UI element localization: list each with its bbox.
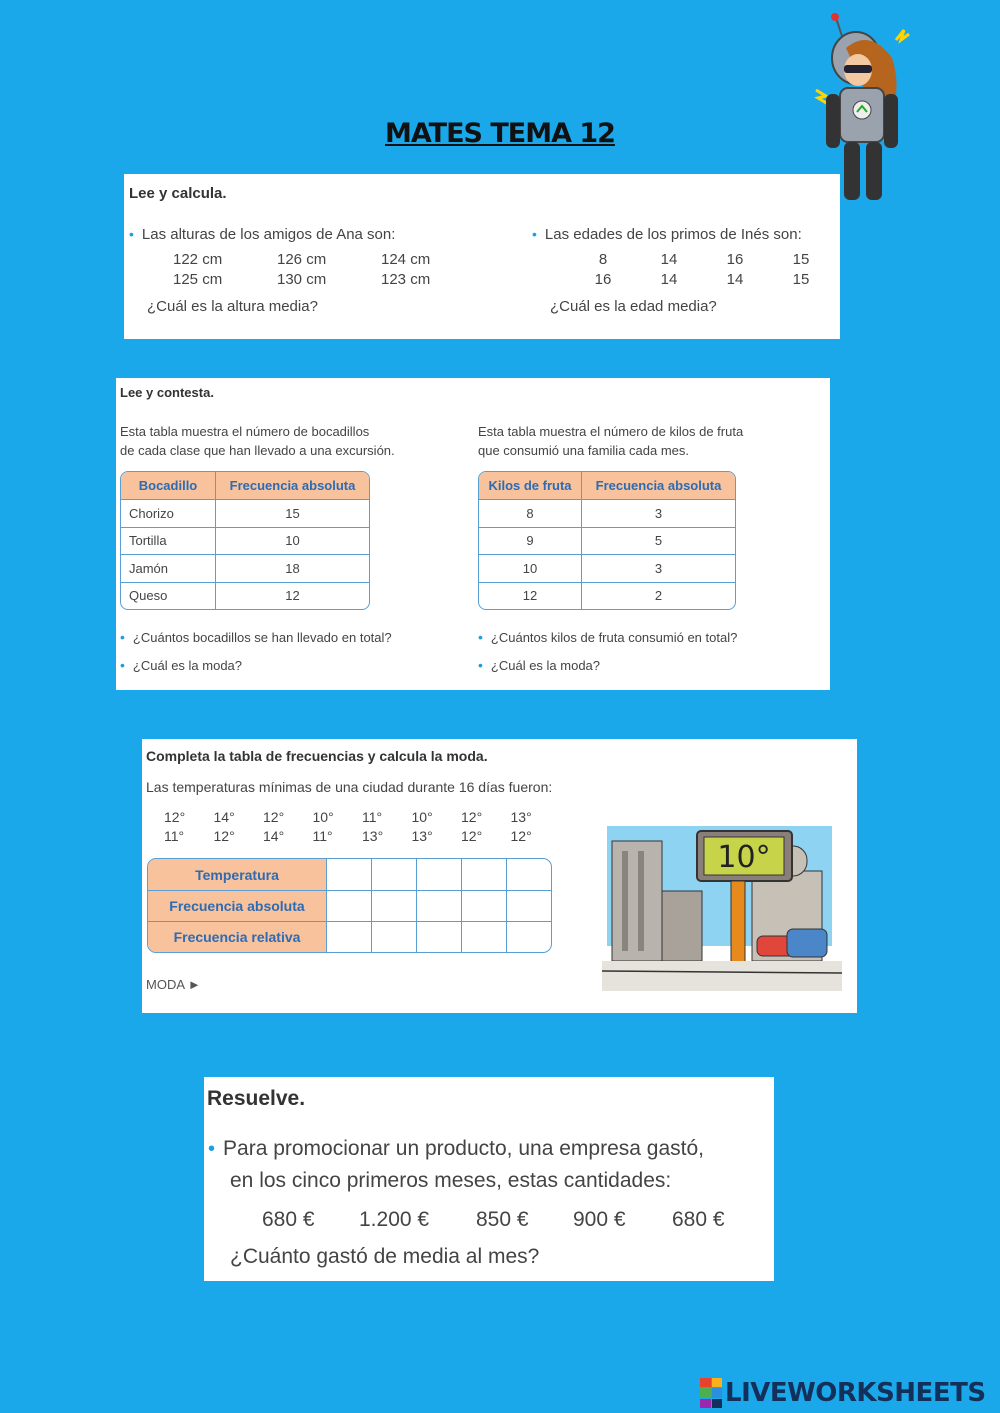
answer-cell[interactable] <box>461 890 506 921</box>
height-value: 125 cm <box>173 271 223 288</box>
height-value: 130 cm <box>277 271 327 288</box>
answer-cell[interactable] <box>326 921 371 952</box>
temperature-frequency-table <box>147 858 552 953</box>
table-cell: 5 <box>582 527 735 555</box>
answer-cell[interactable] <box>371 859 416 890</box>
exercise-2-heading: Lee y contesta. <box>120 385 214 400</box>
amount-value: 680 € <box>262 1208 315 1231</box>
fruit-desc-line: que consumió una familia cada mes. <box>478 443 690 458</box>
answer-cell[interactable] <box>416 859 461 890</box>
row-header-relative-frequency: Frecuencia relativa <box>148 921 326 952</box>
sandwich-frequency-table <box>120 471 370 610</box>
exercise-1-card <box>124 174 840 339</box>
height-value: 123 cm <box>381 271 431 288</box>
temperature-value: 13° <box>362 828 384 844</box>
answer-cell[interactable] <box>371 921 416 952</box>
table-header: Bocadillo <box>121 472 216 499</box>
bullet-icon: • <box>120 629 125 645</box>
table-row <box>148 921 551 952</box>
age-value: 16 <box>726 251 744 268</box>
sandwich-desc-line: Esta tabla muestra el número de bocadillos <box>120 424 370 439</box>
temperature-value: 12° <box>263 809 285 825</box>
table-cell: 12 <box>479 582 582 610</box>
sandwich-desc-line: de cada clase que han llevado a una excursión. <box>120 443 395 458</box>
table-cell: 10 <box>216 527 369 555</box>
temperature-value: 10° <box>411 809 433 825</box>
age-value: 8 <box>598 251 608 268</box>
row-header-absolute-frequency: Frecuencia absoluta <box>148 890 326 921</box>
fruit-question-total: ¿Cuántos kilos de fruta consumió en total? <box>490 630 738 645</box>
age-value: 15 <box>792 271 810 288</box>
exercise-4-card <box>204 1077 774 1281</box>
ages-intro: Las edades de los primos de Inés son: <box>544 226 802 243</box>
age-value: 15 <box>792 251 810 268</box>
answer-cell[interactable] <box>461 859 506 890</box>
fruit-question-mode: ¿Cuál es la moda? <box>490 658 601 673</box>
temperature-value: 13° <box>411 828 433 844</box>
fruit-desc-line: Esta tabla muestra el número de kilos de fruta <box>478 424 744 439</box>
answer-cell[interactable] <box>416 921 461 952</box>
table-cell: Chorizo <box>121 499 216 527</box>
heights-values <box>173 251 469 288</box>
bullet-icon: • <box>478 629 483 645</box>
amount-value: 680 € <box>672 1208 725 1231</box>
table-row <box>121 554 369 582</box>
bullet-icon: • <box>478 657 483 673</box>
brand-name: LIVEWORKSHEETS <box>725 1378 986 1408</box>
height-value: 122 cm <box>173 251 223 268</box>
sandwich-question-mode: ¿Cuál es la moda? <box>132 658 243 673</box>
table-row <box>479 527 735 555</box>
table-cell: Jamón <box>121 554 216 582</box>
exercise-3-card <box>142 739 857 1013</box>
row-header-temperature: Temperatura <box>148 859 326 890</box>
table-header: Frecuencia absoluta <box>216 472 369 499</box>
temperature-value: 11° <box>312 828 333 844</box>
heights-intro: Las alturas de los amigos de Ana son: <box>141 226 396 243</box>
heights-question: ¿Cuál es la altura media? <box>147 298 318 315</box>
table-cell: Tortilla <box>121 527 216 555</box>
temperature-value: 12° <box>461 828 483 844</box>
amount-value: 850 € <box>476 1208 529 1231</box>
table-row <box>121 499 369 527</box>
temperature-value: 14° <box>263 828 285 844</box>
temperature-value: 11° <box>362 809 383 825</box>
table-cell: 2 <box>582 582 735 610</box>
temperature-value: 12° <box>510 828 532 844</box>
temperature-values <box>164 809 560 844</box>
expense-amounts <box>262 1204 752 1235</box>
answer-cell[interactable] <box>326 890 371 921</box>
table-cell: Queso <box>121 582 216 610</box>
sandwich-question-total: ¿Cuántos bocadillos se han llevado en total? <box>132 630 392 645</box>
table-cell: 18 <box>216 554 369 582</box>
bullet-icon: • <box>120 657 125 673</box>
heights-section <box>129 226 469 315</box>
exercise-1-heading: Lee y calcula. <box>129 185 227 202</box>
ages-values <box>570 251 832 288</box>
ages-question: ¿Cuál es la edad media? <box>550 298 717 315</box>
table-cell: 12 <box>216 582 369 610</box>
liveworksheets-brand <box>700 1376 986 1410</box>
table-row <box>479 499 735 527</box>
table-row <box>121 582 369 610</box>
temperature-value: 14° <box>213 809 235 825</box>
answer-cell[interactable] <box>371 890 416 921</box>
problem-line: en los cinco primeros meses, estas cantidades: <box>230 1169 672 1192</box>
thermometer-reading: 10° <box>717 840 771 875</box>
amount-value: 1.200 € <box>359 1208 430 1231</box>
city-thermometer-illustration <box>602 821 842 991</box>
mode-label: MODA ► <box>146 977 201 992</box>
page-title: MATES TEMA 12 <box>385 118 615 149</box>
table-row <box>121 527 369 555</box>
fruit-frequency-table <box>478 471 736 610</box>
temperature-value: 10° <box>312 809 334 825</box>
answer-cell[interactable] <box>461 921 506 952</box>
table-header: Kilos de fruta <box>479 472 582 499</box>
answer-cell[interactable] <box>416 890 461 921</box>
bullet-icon: • <box>532 226 537 242</box>
table-cell: 10 <box>479 554 582 582</box>
height-value: 126 cm <box>277 251 327 268</box>
table-row <box>479 554 735 582</box>
table-cell: 3 <box>582 554 735 582</box>
table-cell: 3 <box>582 499 735 527</box>
exercise-3-heading: Completa la tabla de frecuencias y calcula la moda. <box>146 748 488 764</box>
problem-question: ¿Cuánto gastó de media al mes? <box>230 1245 540 1268</box>
ages-section <box>532 226 832 315</box>
table-cell: 9 <box>479 527 582 555</box>
answer-cell[interactable] <box>506 859 551 890</box>
answer-cell[interactable] <box>326 859 371 890</box>
problem-line: Para promocionar un producto, una empresa gastó, <box>223 1137 704 1160</box>
exercise-2-card <box>116 378 830 690</box>
amount-value: 900 € <box>573 1208 626 1231</box>
fruit-section <box>478 422 818 685</box>
exercise-4-heading: Resuelve. <box>207 1087 306 1110</box>
table-header: Frecuencia absoluta <box>582 472 735 499</box>
temperature-value: 12° <box>461 809 483 825</box>
table-row <box>148 859 551 890</box>
temperature-value: 13° <box>510 809 532 825</box>
age-value: 14 <box>660 251 678 268</box>
table-cell: 15 <box>216 499 369 527</box>
temperature-value: 11° <box>164 828 185 844</box>
temperature-value: 12° <box>164 809 186 825</box>
table-row <box>479 582 735 610</box>
bullet-icon: • <box>129 226 134 242</box>
age-value: 14 <box>660 271 678 288</box>
age-value: 14 <box>726 271 744 288</box>
liveworksheets-logo-icon <box>700 1378 722 1408</box>
age-value: 16 <box>594 271 612 288</box>
answer-cell[interactable] <box>506 921 551 952</box>
height-value: 124 cm <box>381 251 431 268</box>
temperature-intro: Las temperaturas mínimas de una ciudad durante 16 días fueron: <box>146 779 553 795</box>
sandwich-section <box>120 422 450 685</box>
table-row <box>148 890 551 921</box>
temperature-value: 12° <box>213 828 235 844</box>
answer-cell[interactable] <box>506 890 551 921</box>
table-cell: 8 <box>479 499 582 527</box>
bullet-icon: • <box>208 1138 216 1160</box>
